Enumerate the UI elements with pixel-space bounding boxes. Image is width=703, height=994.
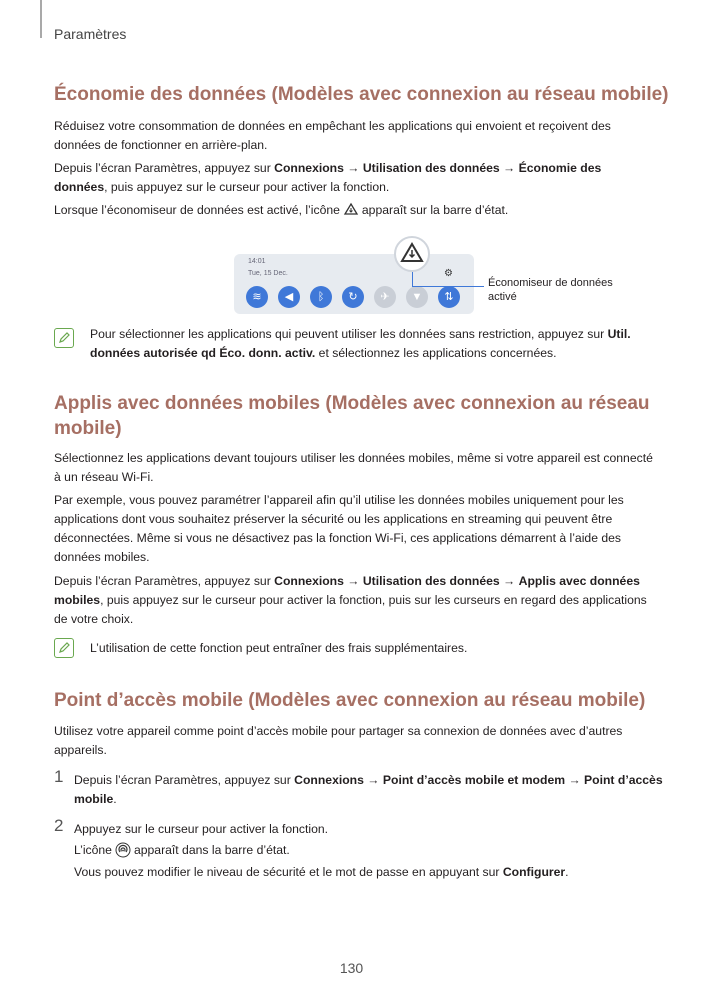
section2-title: Applis avec données mobiles (Modèles avec connexion au réseau mobile) — [54, 393, 650, 439]
step-number: 1 — [54, 767, 64, 786]
section1-paragraph-1: Réduisez votre consommation de données en empêchant les applications qui envoient et reçoivent des données de fonctionner en arrière-plan. — [54, 119, 611, 152]
callout-label: Économiseur de données activé — [488, 277, 613, 303]
header-rule — [40, 0, 42, 38]
section3-title: Point d’accès mobile (Modèles avec connexion au réseau mobile) — [54, 690, 646, 711]
bluetooth-icon: ᛒ — [310, 286, 332, 308]
section2-paragraph-1: Sélectionnez les applications devant toujours utiliser les données mobiles, même si votre appareil est connecté à un réseau Wi-Fi. — [54, 451, 653, 484]
note-icon — [54, 638, 74, 658]
mobile-data-icon: ⇅ — [438, 286, 460, 308]
section1-note: Pour sélectionner les applications qui peuvent utiliser les données sans restriction, appuyez sur Util. données autorisée qd Éco. donn. activ. et sélectionnez les applications concernées. — [90, 327, 631, 360]
step-1: Depuis l’écran Paramètres, appuyez sur Connexions → Point d’accès mobile et modem → Point d’accès mobile. — [74, 773, 663, 806]
step-2-line-1: Appuyez sur le curseur pour activer la fonction. — [74, 822, 329, 836]
quick-panel — [234, 254, 474, 314]
section1-title: Économie des données (Modèles avec connexion au réseau mobile) — [54, 84, 669, 105]
callout-line-h — [412, 286, 484, 287]
section2-note: L’utilisation de cette fonction peut entraîner des frais supplémentaires. — [90, 641, 468, 655]
section1-paragraph-2: Depuis l’écran Paramètres, appuyez sur Connexions → Utilisation des données → Économie des données, puis appuyez sur le curseur pour activer la fonction. — [54, 161, 602, 194]
section3-paragraph-1: Utilisez votre appareil comme point d’accès mobile pour partager sa connexion de données avec d’autres appareils. — [54, 724, 623, 757]
note-icon — [54, 328, 74, 348]
gear-icon: ⚙ — [444, 268, 453, 279]
callout-line-v — [412, 272, 413, 286]
rotate-icon: ↻ — [342, 286, 364, 308]
panel-time: 14:01 — [248, 258, 266, 265]
section1-paragraph-3: Lorsque l’économiseur de données est activé, l’icône apparaît sur la barre d’état. — [54, 201, 654, 224]
section2-paragraph-2: Par exemple, vous pouvez paramétrer l’appareil afin qu’il utilise les données mobiles uniquement pour les applications dont vous souhaitez préserver la sécurité ou les applications en streaming qui peuvent être déconnectées. Même si vous ne désactivez pas la fonction Wi-Fi, ces applications démarrent à l’aide des données mobiles. — [54, 493, 624, 564]
data-saver-icon — [343, 202, 359, 224]
hotspot-icon — [115, 842, 131, 864]
torch-icon: ▼ — [406, 286, 428, 308]
section2-paragraph-3: Depuis l’écran Paramètres, appuyez sur Connexions → Utilisation des données → Applis avec données mobiles, puis appuyez sur le curseur pour activer la fonction, puis sur les curseurs en regard des applications de votre choix. — [54, 574, 647, 626]
data-saver-icon — [396, 238, 428, 270]
wifi-icon: ≋ — [246, 286, 268, 308]
step-2-line-2: L’icône apparaît dans la barre d’état. — [74, 841, 664, 864]
airplane-icon: ✈ — [374, 286, 396, 308]
data-saver-zoom — [394, 236, 430, 272]
step-number: 2 — [54, 816, 64, 835]
panel-date: Tue, 15 Dec. — [248, 270, 288, 277]
quick-panel-figure — [234, 236, 634, 316]
header-title: Paramètres — [54, 26, 127, 42]
page-number: 130 — [339, 960, 364, 976]
sound-icon: ◀ — [278, 286, 300, 308]
step-2-line-3: Vous pouvez modifier le niveau de sécurité et le mot de passe en appuyant sur Configurer. — [74, 865, 569, 879]
